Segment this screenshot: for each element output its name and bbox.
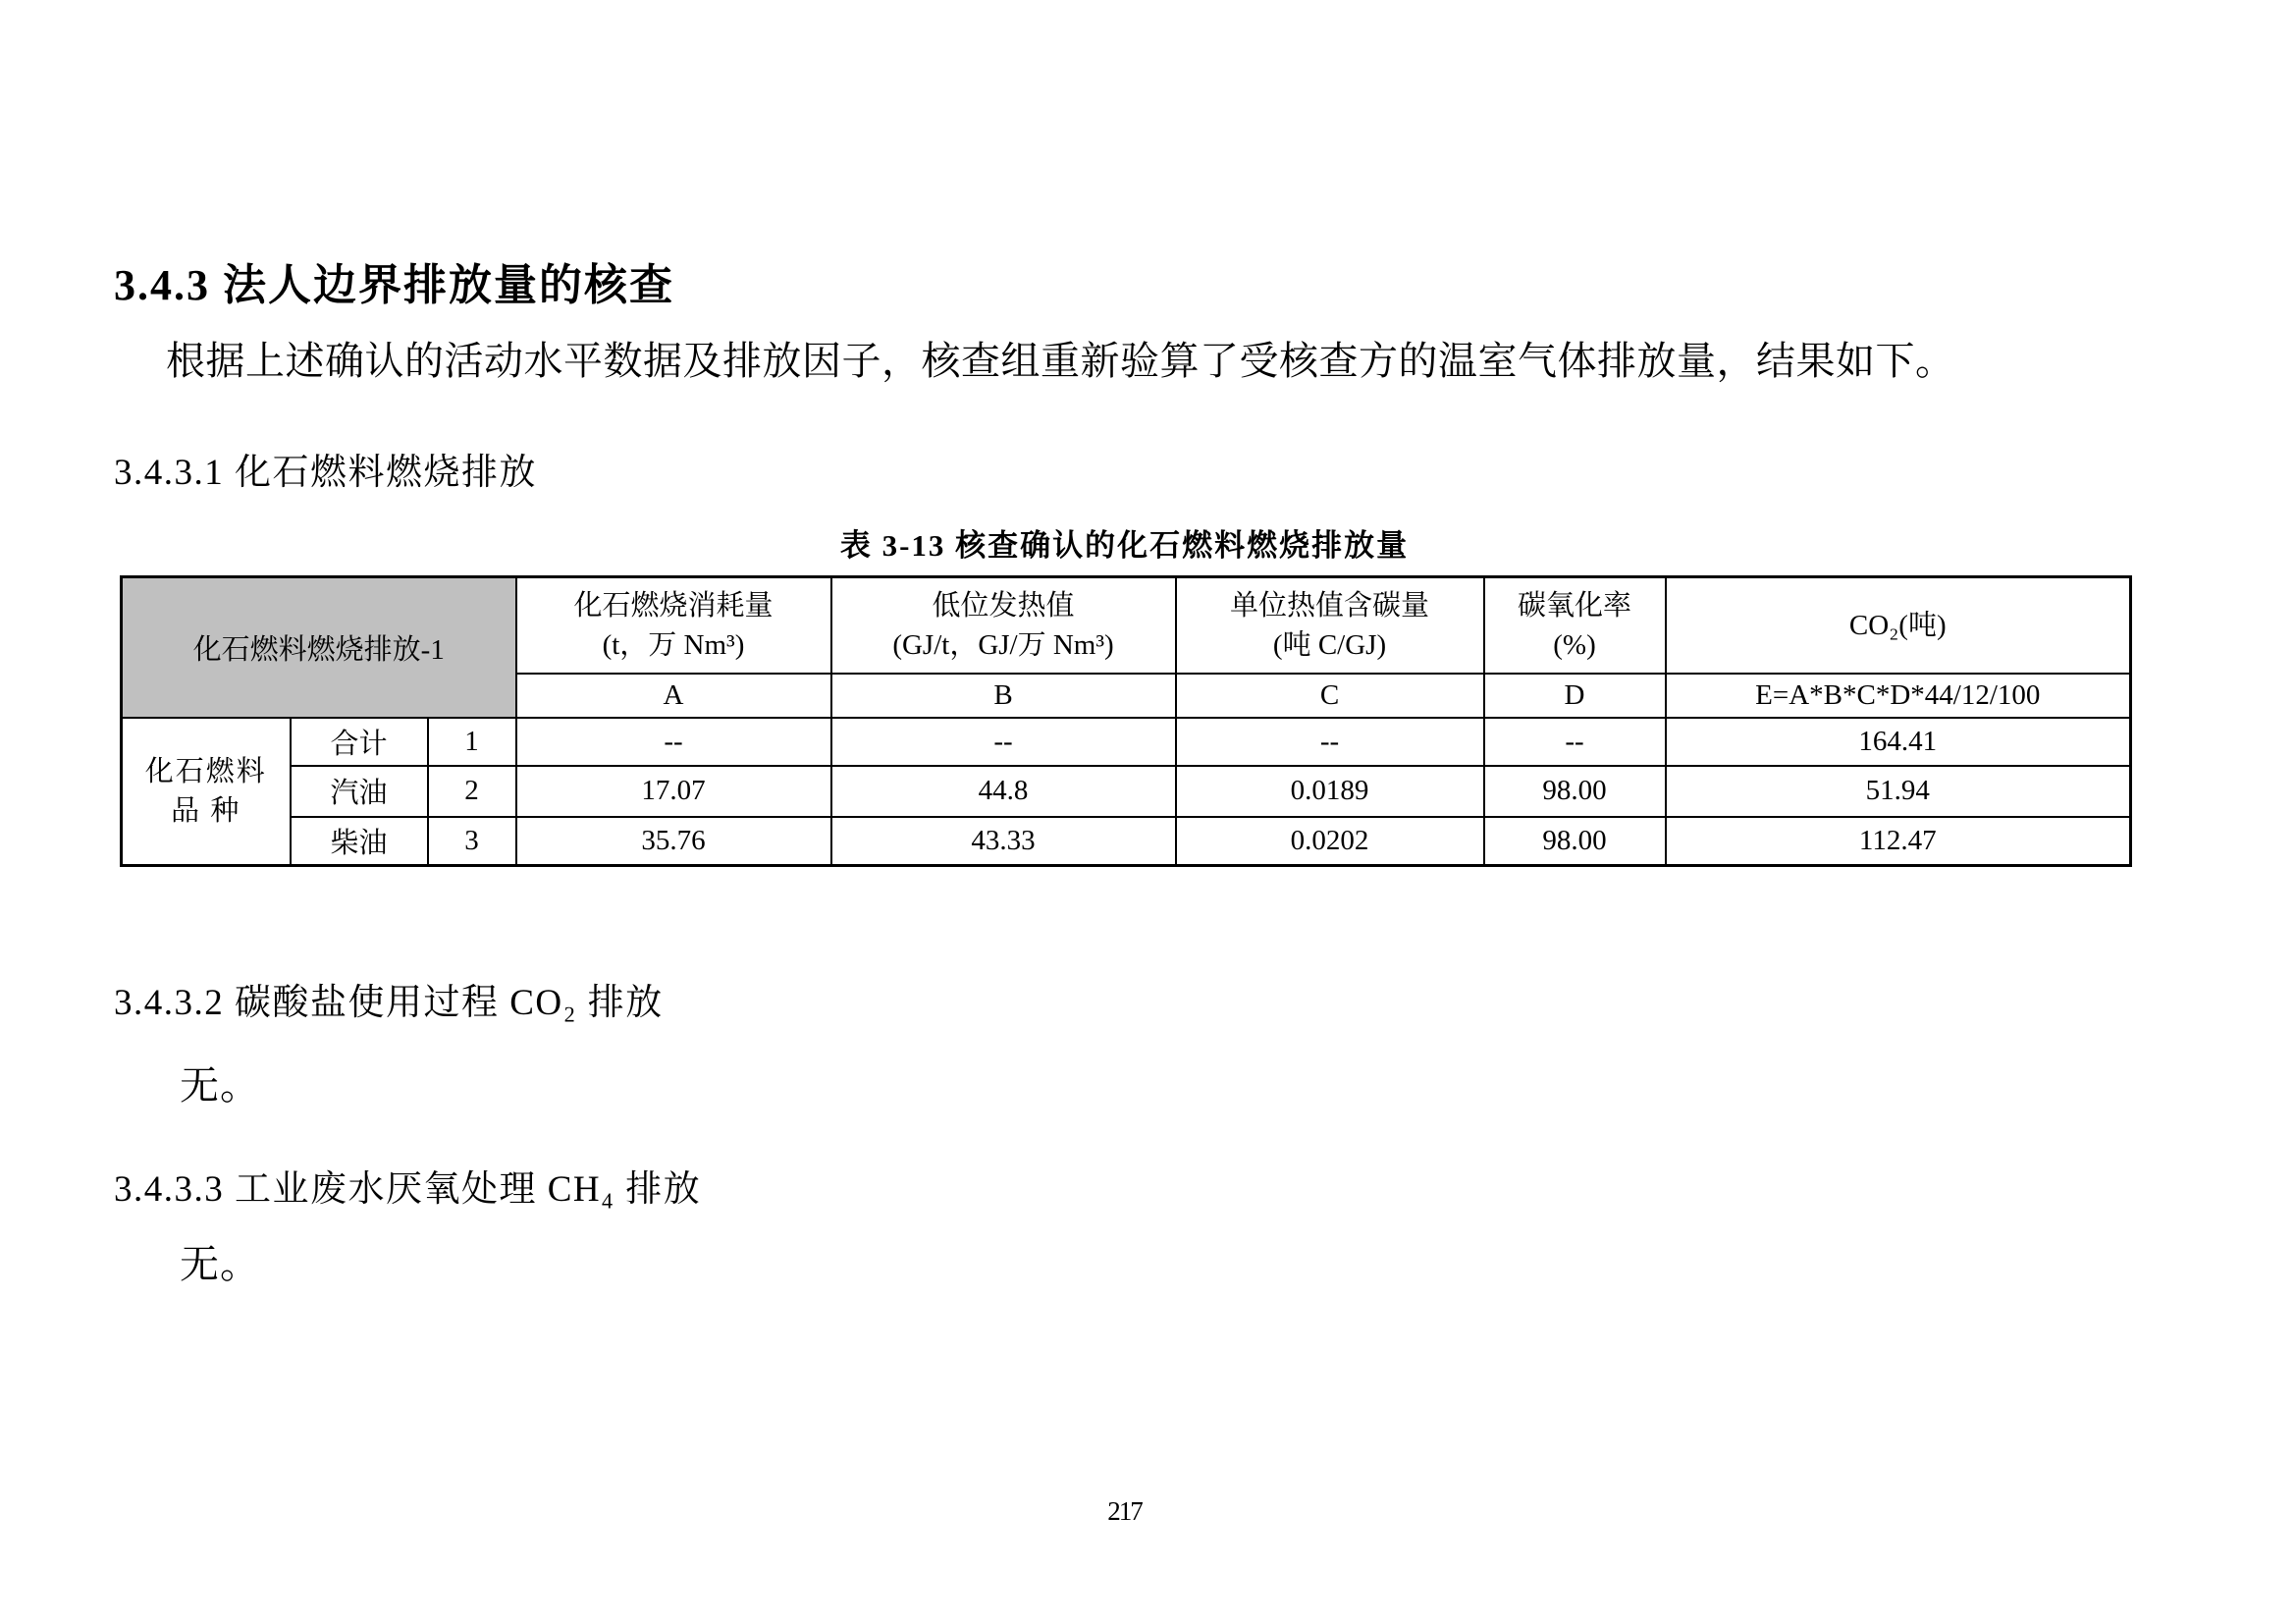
col-header-carbon-content-line1: 单位热值含碳量	[1230, 589, 1430, 622]
col-header-consumption-line2: (t，万 Nm³)	[602, 628, 745, 661]
col-header-oxidation-rate-line2: (%)	[1553, 628, 1596, 661]
section-heading-3432: 3.4.3.2 碳酸盐使用过程 CO₂ 排放	[114, 983, 664, 1023]
row-group-label-line1: 化石燃料	[144, 755, 267, 787]
table-row-gasoline	[122, 766, 2131, 817]
col-header-oxidation-rate-line1: 碳氧化率	[1518, 589, 1632, 622]
emissions-table	[120, 575, 2132, 867]
fuel-name-cell: 柴油	[291, 817, 428, 866]
section-heading-3433: 3.4.3.3 工业废水厌氧处理 CH₄ 排放	[114, 1169, 702, 1210]
col-letter-b: B	[831, 674, 1176, 718]
col-header-co2	[1666, 577, 2131, 674]
col-letter-a: A	[516, 674, 831, 718]
body-paragraph: 根据上述确认的活动水平数据及排放因子，核查组重新验算了受核查方的温室气体排放量，结果如下。	[166, 339, 1955, 383]
row-number-cell: 3	[428, 817, 516, 866]
col-header-co2-line1: CO₂(吨)	[1848, 609, 1947, 641]
corner-header-cell: 化石燃料燃烧排放-1	[122, 577, 516, 718]
value-e-cell: 51.94	[1666, 766, 2131, 817]
value-c-cell: 0.0202	[1176, 817, 1484, 866]
row-group-label	[122, 718, 291, 866]
value-b-cell: 43.33	[831, 817, 1176, 866]
row-group-label-line2: 品 种	[171, 794, 241, 827]
row-number-cell: 1	[428, 718, 516, 766]
value-e-cell: 112.47	[1666, 817, 2131, 866]
value-a-cell: --	[516, 718, 831, 766]
value-a-cell: 35.76	[516, 817, 831, 866]
section-heading-3431: 3.4.3.1 化石燃料燃烧排放	[114, 453, 537, 493]
col-header-consumption-line1: 化石燃烧消耗量	[573, 589, 774, 622]
value-b-cell: --	[831, 718, 1176, 766]
none-statement-1: 无。	[180, 1063, 260, 1108]
col-letter-d: D	[1484, 674, 1666, 718]
value-e-cell: 164.41	[1666, 718, 2131, 766]
table-caption: 表 3-13 核查确认的化石燃料燃烧排放量	[839, 528, 1410, 563]
value-a-cell: 17.07	[516, 766, 831, 817]
table-row-diesel	[122, 817, 2131, 866]
fuel-name-cell: 汽油	[291, 766, 428, 817]
col-header-carbon-content-line2: (吨 C/GJ)	[1272, 628, 1387, 661]
section-heading-343: 3.4.3 法人边界排放量的核查	[114, 261, 674, 309]
col-header-oxidation-rate	[1484, 577, 1666, 674]
col-letter-c: C	[1176, 674, 1484, 718]
value-d-cell: 98.00	[1484, 817, 1666, 866]
col-formula-e: E=A*B*C*D*44/12/100	[1666, 674, 2131, 718]
value-d-cell: --	[1484, 718, 1666, 766]
none-statement-2: 无。	[180, 1242, 260, 1286]
col-header-consumption	[516, 577, 831, 674]
row-number-cell: 2	[428, 766, 516, 817]
col-header-ncv-line2: (GJ/t，GJ/万 Nm³)	[892, 628, 1114, 661]
col-header-ncv-line1: 低位发热值	[932, 589, 1075, 622]
value-d-cell: 98.00	[1484, 766, 1666, 817]
header-title-row	[122, 577, 2131, 674]
value-b-cell: 44.8	[831, 766, 1176, 817]
page-number: 217	[1107, 1496, 1142, 1526]
col-header-carbon-content	[1176, 577, 1484, 674]
col-header-ncv	[831, 577, 1176, 674]
value-c-cell: 0.0189	[1176, 766, 1484, 817]
fuel-name-cell: 合计	[291, 718, 428, 766]
value-c-cell: --	[1176, 718, 1484, 766]
table-row-total	[122, 718, 2131, 766]
